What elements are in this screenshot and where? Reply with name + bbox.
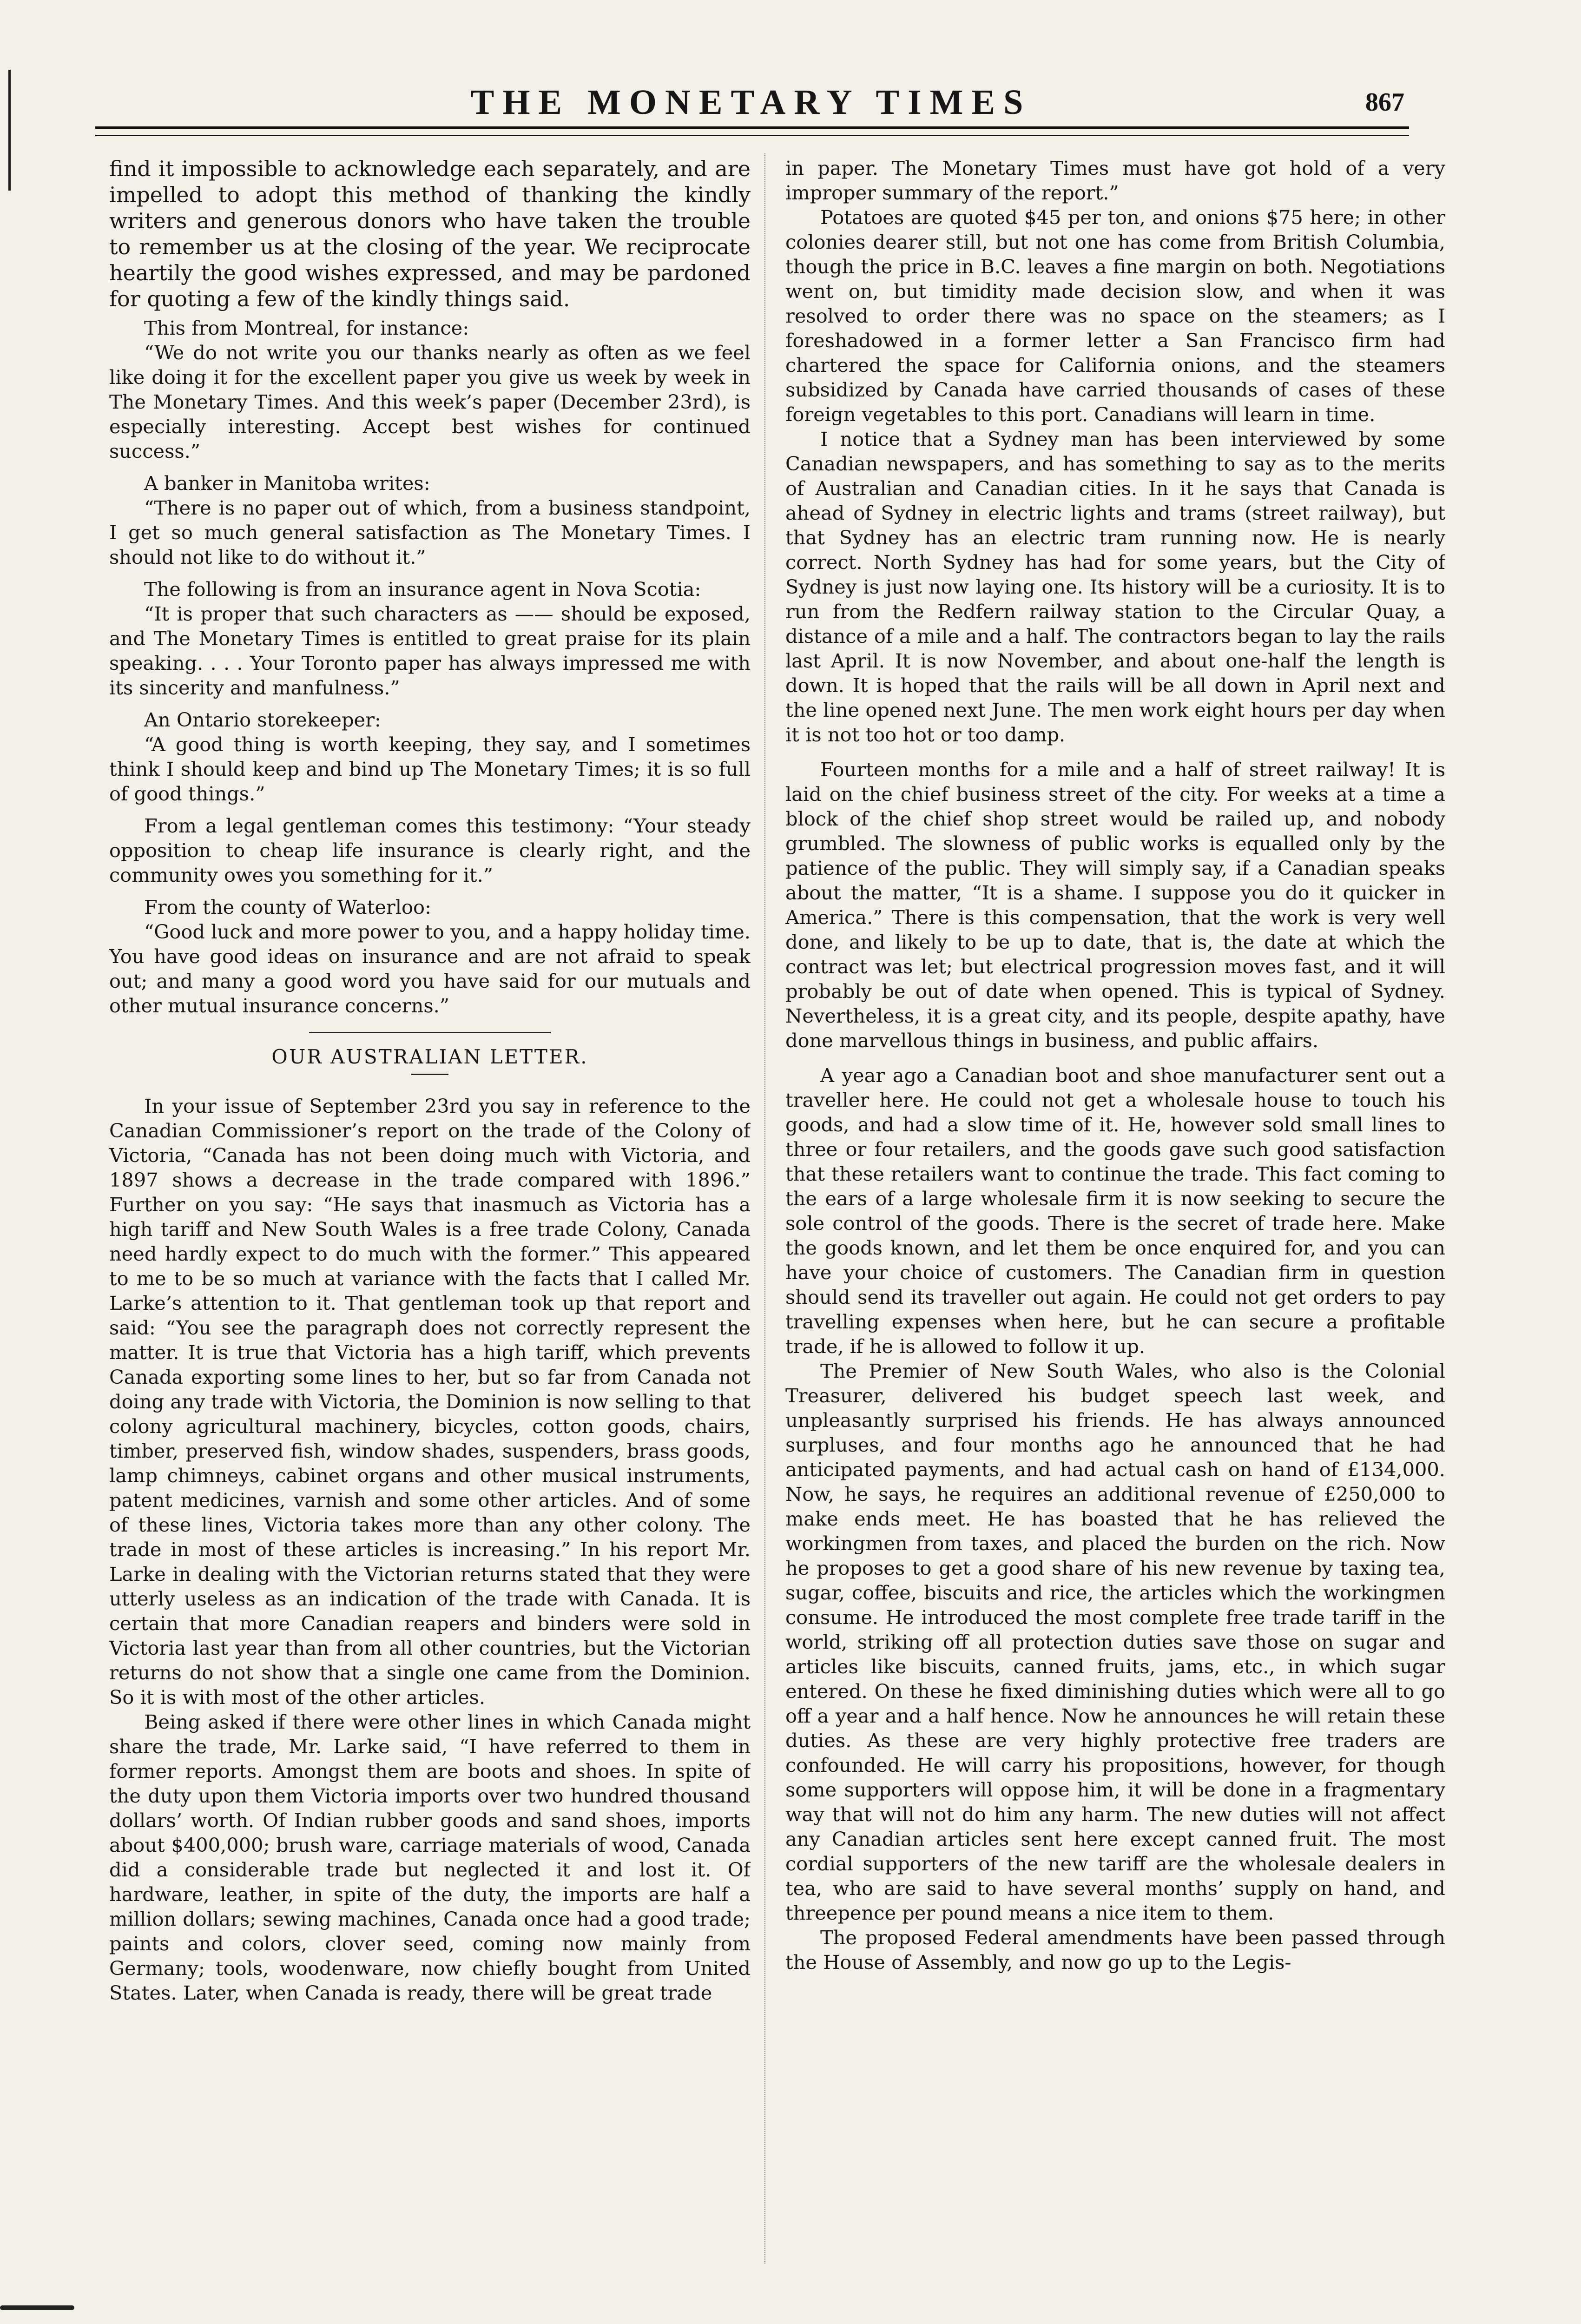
paragraph: A banker in Manitoba writes: xyxy=(144,472,430,495)
quote-paragraph: “It is proper that such characters as —— should be exposed, and The Monetary Times is entitled to great praise for its plain speaking. . . . Your Toronto paper has always impressed me with its sincerity and manfulness.” xyxy=(109,602,751,699)
paragraph: This from Montreal, for instance: xyxy=(144,317,469,339)
quote-paragraph: “A good thing is worth keeping, they say, and I sometimes think I should keep and bind up The Monetary Times; it is so full of good things.” xyxy=(109,733,751,805)
masthead-rule-bottom xyxy=(95,135,1409,136)
scan-edge-mark xyxy=(8,70,11,191)
column-divider xyxy=(764,153,765,2264)
letter-paragraph: Being asked if there were other lines in which Canada might share the trade, Mr. Larke said, “I have referred to them in former reports. Amongst them are boots and shoes. In spite of the duty upon them Victoria imports over two hundred thousand dollars’ worth. Of Indian rubber goods and sand shoes, imports about $400,000; brush ware, carriage materials of wood, Canada did a considerable trade but neglected it and lost it. Of hardware, leather, in spite of the duty, the imports are half a million dollars; sewing machines, Canada once had a good trade; paints and colors, clover seed, coming now mainly from Germany; tools, woodenware, now chiefly bought from United States. Later, when Canada is ready, there will be great trade xyxy=(109,1710,751,2004)
masthead xyxy=(98,81,1404,123)
section-heading: OUR AUSTRALIAN LETTER. xyxy=(271,1045,588,1068)
quote-paragraph: “There is no paper out of which, from a business standpoint, I get so much general satisfaction as The Monetary Times. I should not like to do without it.” xyxy=(109,496,751,568)
right-column xyxy=(785,156,1445,2289)
left-column xyxy=(109,156,751,2289)
paragraph: From a legal gentleman comes this testimony: “Your steady opposition to cheap life insurance is clearly right, and the community owes you something for it.” xyxy=(109,814,751,886)
section-divider xyxy=(309,1032,551,1033)
masthead-rule-top xyxy=(95,126,1409,129)
page-number: 867 xyxy=(1365,88,1404,117)
quote-paragraph: “We do not write you our thanks nearly as often as we feel like doing it for the excellent paper you give us week by week in The Monetary Times. And this week’s paper (December 23rd), is especially interesting. Accept best wishes for continued success.” xyxy=(109,341,751,462)
masthead-title: THE MONETARY TIMES xyxy=(470,83,1032,122)
paragraph: Fourteen months for a mile and a half of street railway! It is laid on the chief business street of the city. For weeks at a time a block of the chief shop street would be railed up, and nobody grumbled. The slowness of public works is equalled only by the patience of the public. They will simply say, if a Canadian speaks about the matter, “It is a shame. I suppose you do it quicker in America.” There is this compensation, that the work is very well done, and likely to be up to date, that is, the date at which the contract was let; but electrical progression moves fast, and it will probably be out of date when opened. This is typical of Sydney. Nevertheless, it is a great city, and its people, despite apathy, have done marvellous things in business, and public affairs. xyxy=(785,758,1445,1052)
paragraph: An Ontario storekeeper: xyxy=(144,708,381,731)
letter-paragraph: In your issue of September 23rd you say in reference to the Canadian Commissioner’s report on the trade of the Colony of Victoria, “Canada has not been doing much with Victoria, and 1897 shows a decrease in the trade compared with 1896.” Further on you say: “He says that inasmuch as Victoria has a high tariff and New South Wales is a free trade Colony, Canada need hardly expect to do much with the former.” This appeared to me to be so much at variance with the facts that I called Mr. Larke’s attention to it. That gentleman took up that report and said: “You see the paragraph does not correctly represent the matter. It is true that Victoria has a high tariff, which prevents Canada exporting some lines to her, but so far from Canada not doing any trade with Victoria, the Dominion is now selling to that colony agricultural machinery, bicycles, cotton goods, chairs, timber, preserved fish, window shades, suspenders, brass goods, lamp chimneys, cabinet organs and other musical instruments, patent medicines, varnish and some other articles. And of some of these lines, Victoria takes more than any other colony. The trade in most of these articles is increasing.” In his report Mr. Larke in dealing with the Victorian returns stated that they were utterly useless as an indication of the trade with Canada. It is certain that more Canadian reapers and binders were sold in Victoria last year than from all other countries, but the Victorian returns do not show that a single one came from the Dominion. So it is with most of the other articles. xyxy=(109,1095,751,1709)
continuation-paragraph: in paper. The Monetary Times must have got hold of a very improper summary of the report.” xyxy=(785,157,1445,204)
paragraph: The Premier of New South Wales, who also is the Colonial Treasurer, delivered his budget speech last week, and unpleasantly surprised his friends. He has always announced surpluses, and four months ago he announced that he had anticipated payments, and had actual cash on hand of £134,000. Now, he says, he requires an additional revenue of £250,000 to make ends meet. He has boasted that he has relieved the workingmen from taxes, and placed the burden on the rich. Now he proposes to get a good share of his new revenue by taxing tea, sugar, coffee, biscuits and rice, the articles which the workingmen consume. He introduced the most complete free trade tariff in the world, striking off all protection duties save those on sugar and articles like biscuits, canned fruits, jams, etc., in which sugar entered. On these he fixed diminishing duties which were all to go off a year and a half hence. Now he announces he will retain these duties. As these are very highly protective free traders are confounded. He will carry his propositions, however, for though some supporters will oppose him, it will be done in a fragmentary way that will not do him any harm. The new duties will not affect any Canadian articles sent here except canned fruit. The most cordial supporters of the new tariff are the wholesale dealers in tea, who are said to have several months’ supply on hand, and threepence per pound means a nice item to them. xyxy=(785,1360,1445,1924)
heading-underline xyxy=(411,1074,448,1075)
paragraph: A year ago a Canadian boot and shoe manufacturer sent out a traveller here. He could not get a wholesale house to touch his goods, and had a slow time of it. He, however sold small lines to three or four retailers, and the goods gave such good satisfaction that these retailers want to continue the trade. This fact coming to the ears of a large wholesale firm it is now seeking to secure the sole control of the goods. There is the secret of trade here. Make the goods known, and let them be once enquired for, and you can have your choice of customers. The Canadian firm in question should send its traveller out again. He could not get orders to pay travelling expenses when here, but he can secure a profitable trade, if he is allowed to follow it up. xyxy=(785,1064,1445,1358)
paragraph: The following is from an insurance agent in Nova Scotia: xyxy=(144,578,701,601)
quote-paragraph: “Good luck and more power to you, and a happy holiday time. You have good ideas on insurance and are not afraid to speak out; and many a good word you have said for our mutuals and other mutual insurance concerns.” xyxy=(109,920,751,1017)
paragraph: I notice that a Sydney man has been interviewed by some Canadian newspapers, and has something to say as to the merits of Australian and Canadian cities. In it he says that Canada is ahead of Sydney in electric lights and trams (street railway), but that Sydney has an electric tram running now. He is nearly correct. North Sydney has had for some years, but the City of Sydney is just now laying one. Its history will be a curiosity. It is to run from the Redfern railway station to the Circular Quay, a distance of a mile and a half. The contractors began to lay the rails last April. It is now November, and about one-half the length is down. It is hoped that the rails will be all down in April next and the line opened next June. The men work eight hours per day when it is not too hot or too damp. xyxy=(785,428,1445,746)
paragraph: From the county of Waterloo: xyxy=(144,896,431,918)
intro-paragraph: find it impossible to acknowledge each separately, and are impelled to adopt this method of thanking the kindly writers and generous donors who have taken the trouble to remember us at the closing of the year. We reciprocate heartily the good wishes expressed, and may be pardoned for quoting a few of the kindly things said. xyxy=(109,156,751,311)
paragraph: The proposed Federal amendments have been passed through the House of Assembly, and now go up to the Legis- xyxy=(785,1926,1445,1974)
scan-edge-mark xyxy=(0,2305,74,2310)
paragraph: Potatoes are quoted $45 per ton, and onions $75 here; in other colonies dearer still, but not one has come from British Columbia, though the price in B.C. leaves a fine margin on both. Negotiations went on, but timidity made decision slow, and when it was resolved to order there was no space on the steamers; as I foreshadowed in a former letter a San Francisco firm had chartered the space for California onions, and the steamers subsidized by Canada have carried thousands of cases of these foreign vegetables to this port. Canadians will learn in time. xyxy=(785,206,1445,426)
